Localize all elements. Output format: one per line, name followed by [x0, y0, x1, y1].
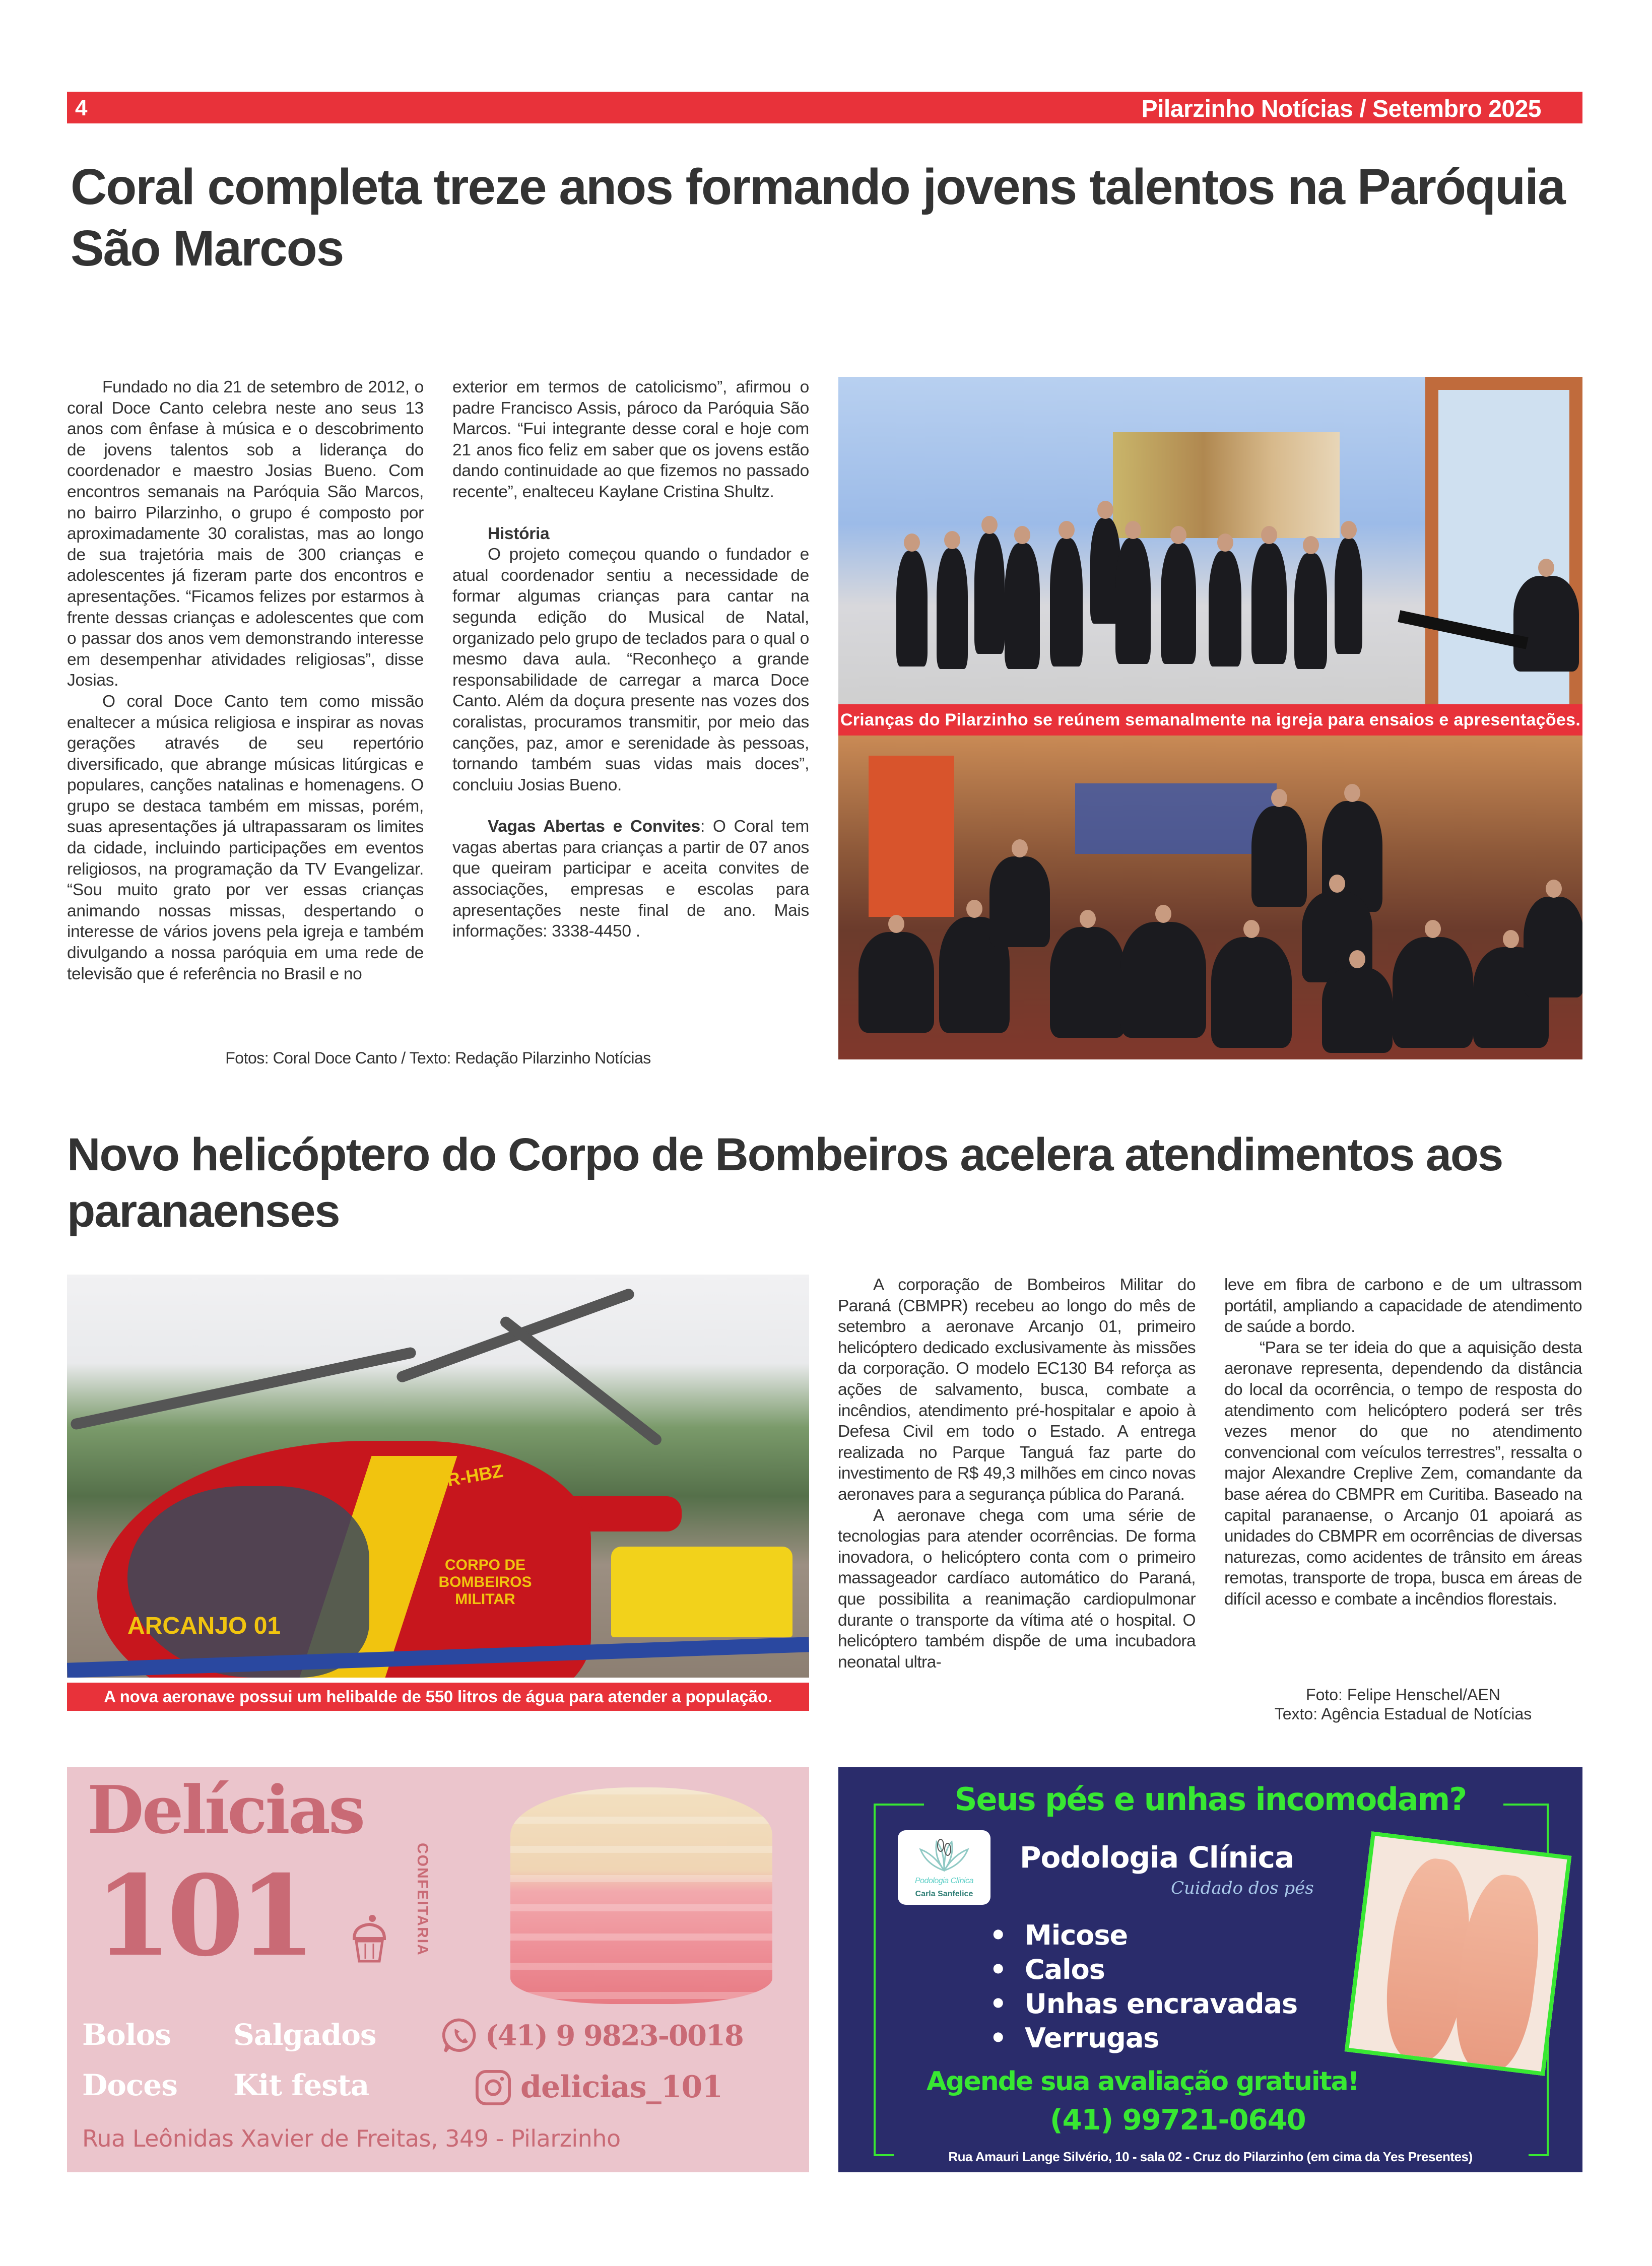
- article1-credit: Fotos: Coral Doce Canto / Texto: Redação Pilarzinho Notícias: [225, 1049, 651, 1067]
- ad2-phone[interactable]: (41) 99721-0640: [1050, 2104, 1306, 2137]
- seated-child: [989, 856, 1050, 947]
- article1-paragraph: O coral Doce Canto tem como missão enaltecer a música religiosa e inspirar as novas gerações através de seu repertório diversificado, que abrange músicas litúrgicas e populares, canções natalinas e homenagens. O grupo se destaca também em missas, porém, suas apresentações já ultrapassaram os limites da cidade, incluindo participações em eventos religiosos, na programação da TV Evangelizar. “Sou muito grato por ver essas crianças animando nossas missas, despertando o interesse de vários jovens pela igreja e também divulgando a nossa paróquia em uma rede de televisão que é referência no Brasil e no: [67, 692, 424, 983]
- feet-photo: [1345, 1831, 1572, 2076]
- article2-headline: Novo helicóptero do Corpo de Bombeiros acelera atendimentos aos paranaenses: [67, 1129, 1503, 1237]
- choir-member: [1005, 543, 1040, 669]
- article2-column-2: [1224, 1275, 1582, 1610]
- seated-child: [1524, 897, 1582, 997]
- page-header-bar: [67, 92, 1582, 123]
- article2-credits: [1224, 1685, 1582, 1723]
- ad1-brand-number: 101: [95, 1850, 311, 1981]
- ad1-service: Bolos: [82, 2018, 171, 2052]
- choir-member: [1251, 543, 1287, 664]
- seated-child: [1211, 937, 1292, 1048]
- choir-stage-photo: [838, 377, 1582, 704]
- ad2-address: Rua Amauri Lange Silvério, 10 - sala 02 - Cruz do Pilarzinho (em cima da Yes Presentes): [948, 2149, 1473, 2164]
- seated-child: [1393, 937, 1473, 1048]
- helicopter-photo-caption: A nova aeronave possui um helibalde de 550 litros de água para atender a população.: [67, 1683, 809, 1711]
- ad1-confeitaria-label: CONFEITARIA: [414, 1843, 431, 1956]
- ad2-logo-text: Podologia Clínica: [914, 1877, 974, 1885]
- police-truck: [611, 1547, 792, 1637]
- vagas-text: : O Coral tem vagas abertas para crianças a partir de 07 anos que queiram participar e aceita convites de associações, empresas e escolas para apresentações neste final de ano. Mais informações: 3338-4450 .: [452, 817, 809, 941]
- ad1-address: Rua Leônidas Xavier de Freitas, 349 - Pilarzinho: [82, 2125, 621, 2152]
- choir-member: [974, 533, 1005, 654]
- ad2-logo: [898, 1830, 990, 1905]
- blue-glass-panel: [1075, 783, 1277, 854]
- vagas-paragraph: [452, 816, 809, 942]
- whatsapp-icon: [442, 2017, 479, 2053]
- ad1-instagram-handle[interactable]: delicias_101: [520, 2070, 722, 2105]
- screen-artwork: [1113, 432, 1340, 538]
- ad1-phone[interactable]: (41) 9 9823-0018: [485, 2019, 743, 2052]
- ad-podologia-clinica[interactable]: [838, 1767, 1582, 2172]
- article2-paragraph: A aeronave chega com uma série de tecnologias para atender ocorrências. De forma inovadora, o helicóptero conta com o primeiro massageador cardíaco automático do Paraná, que possibilita a reanimação cardiopulmonar durante o transporte da vítima até o hospital. O helicóptero também dispõe de uma incubadora neonatal ultra-: [838, 1506, 1196, 1672]
- ad1-brand-name: Delícias: [87, 1771, 364, 1848]
- ad2-service-list: [989, 1918, 1297, 2055]
- ad2-tagline: Cuidado dos pés: [1171, 1878, 1314, 1898]
- text-credit: Texto: Agência Estadual de Notícias: [1274, 1705, 1532, 1723]
- seated-child: [1322, 967, 1393, 1053]
- helicopter-corp-label: CORPO DE BOMBEIROS MILITAR: [438, 1557, 532, 1608]
- vagas-label: Vagas Abertas e Convites: [488, 817, 700, 836]
- seated-child: [1050, 927, 1126, 1038]
- publication-title: Pilarzinho Notícias / Setembro 2025: [1141, 96, 1541, 122]
- choir-member: [1115, 538, 1151, 664]
- ad1-service: Kit festa: [233, 2068, 369, 2102]
- article2-paragraph: leve em fibra de carbono e de um ultrassom portátil, ampliando a capacidade de atendimento de saúde a bordo.: [1224, 1276, 1582, 1337]
- rotor-blade: [498, 1314, 664, 1447]
- subheading-historia: História: [488, 524, 550, 543]
- article1-column-2: [452, 377, 809, 942]
- pianist: [1513, 576, 1579, 672]
- choir-photo-caption: Crianças do Pilarzinho se reúnem semanalmente na igreja para ensaios e apresentações.: [838, 704, 1582, 736]
- helicopter-name: ARCANJO 01: [127, 1613, 281, 1639]
- choir-member: [1161, 543, 1196, 664]
- ad-delicias-101[interactable]: [67, 1767, 809, 2172]
- ad2-service: • Micose: [989, 1918, 1297, 1953]
- choir-member: [937, 548, 968, 669]
- ad1-service: Salgados: [233, 2018, 376, 2052]
- article2-paragraph: “Para se ter ideia do que a aquisição desta aeronave representa, dependendo da distância do local da ocorrência, o tempo de resposta do atendimento com helicóptero poderá ser três vezes menor do que no atendimento convencional com veículos terrestres”, ressalta o major Alexandre Creplive Zem, comandante da base aérea do CBMPR em Curitiba. Baseado na capital paranaense, o Arcanjo 01 apoiará as unidades do CBMPR em ocorrências de diversas naturezas, como acidentes de trânsito em áreas remotas, transporte de tropa, busca em áreas de difícil acesso e combate a incêndios florestais.: [1224, 1338, 1582, 1609]
- article2-column-1: [838, 1275, 1196, 1673]
- seated-child: [1120, 922, 1206, 1038]
- ad2-service: • Unhas encravadas: [989, 1987, 1297, 2021]
- choir-member: [896, 551, 928, 667]
- article1-headline: Coral completa treze anos formando jovens talentos na Paróquia São Marcos: [71, 159, 1565, 277]
- seated-child: [858, 932, 934, 1033]
- choir-member: [1335, 538, 1362, 654]
- photo-credit: Foto: Felipe Henschel/AEN: [1306, 1686, 1500, 1704]
- ad2-title: Podologia Clínica: [1020, 1840, 1294, 1875]
- ad2-service: • Verrugas: [989, 2021, 1297, 2055]
- article1-paragraph: O projeto começou quando o fundador e atual coordenador sentiu a necessidade de formar algumas crianças para cantar na segunda edição do Musical de Natal, organizado pelo grupo de teclados para o qual o mesmo dava aula. “Reconheço a grande responsabilidade de carregar a marca Doce Canto. Além da doçura presente nas vozes dos coralistas, procuramos transmitir, por meio das canções, paz, amor e serenidade às pessoas, tornando também suas vidas mais doces”, concluiu Josias Bueno.: [452, 545, 809, 794]
- rotor-blade: [70, 1346, 417, 1430]
- ad1-service: Doces: [82, 2068, 177, 2102]
- cake-photo: [510, 1787, 772, 2004]
- article1-paragraph: exterior em termos de catolicismo”, afirmou o padre Francisco Assis, pároco da Paróquia São Marcos. “Fui integrante desse coral e hoje com 21 anos fico feliz em saber que os jovens estão dando continuidade ao que fizemos no passado recente”, enalteceu Kaylane Cristina Shultz.: [452, 378, 809, 501]
- adult-leader: [1251, 806, 1307, 907]
- ad2-logo-name: Carla Sanfelice: [915, 1890, 973, 1898]
- article1-column-1: [67, 377, 424, 984]
- article1-paragraph: Fundado no dia 21 de setembro de 2012, o coral Doce Canto celebra neste ano seus 13 anos com ênfase à música e o descobrimento de jovens talentos sob a liderança do coordenador e maestro Josias Bueno. Com encontros semanais na Paróquia São Marcos, no bairro Pilarzinho, o grupo é composto por aproximadamente 30 coralistas, mas ao longo de sua trajetória mais de 300 crianças e adolescentes já fizeram parte dos encontros e apresentações. “Ficamos felizes por estarmos à frente dessas crianças e adolescentes que com o passar dos anos vem demonstrando interesse em desempenhar atividades religiosas”, disse Josias.: [67, 378, 424, 690]
- ad2-service: • Calos: [989, 1953, 1297, 1987]
- ad2-call-to-action: Agende sua avaliação gratuita!: [927, 2067, 1359, 2097]
- helicopter-registration: PR-HBZ: [433, 1460, 505, 1493]
- choir-group-photo: [838, 736, 1582, 1059]
- lotus-feet-icon: [916, 1834, 972, 1875]
- ad2-headline: Seus pés e unhas incomodam?: [954, 1781, 1467, 1818]
- instagram-icon: [475, 2070, 511, 2106]
- page-number: 4: [75, 96, 88, 120]
- red-wall-panel: [869, 756, 954, 917]
- choir-member: [1294, 553, 1327, 669]
- article2-paragraph: A corporação de Bombeiros Militar do Paraná (CBMPR) recebeu ao longo do mês de setembro a aeronave Arcanjo 01, primeiro helicóptero dedicado exclusivamente às missões da corporação. O modelo EC130 B4 reforça as ações de salvamento, busca, combate a incêndios, atendimento pré-hospitalar e apoio à Defesa Civil em todo o Estado. A entrega realizada no Parque Tanguá faz parte do investimento de R$ 49,3 milhões em cinco novas aeronaves para a segurança pública do Paraná.: [838, 1276, 1196, 1504]
- helicopter-photo: [67, 1275, 809, 1678]
- choir-member: [1209, 551, 1241, 667]
- cupcake-icon: [349, 1913, 389, 1964]
- choir-member: [1050, 538, 1083, 667]
